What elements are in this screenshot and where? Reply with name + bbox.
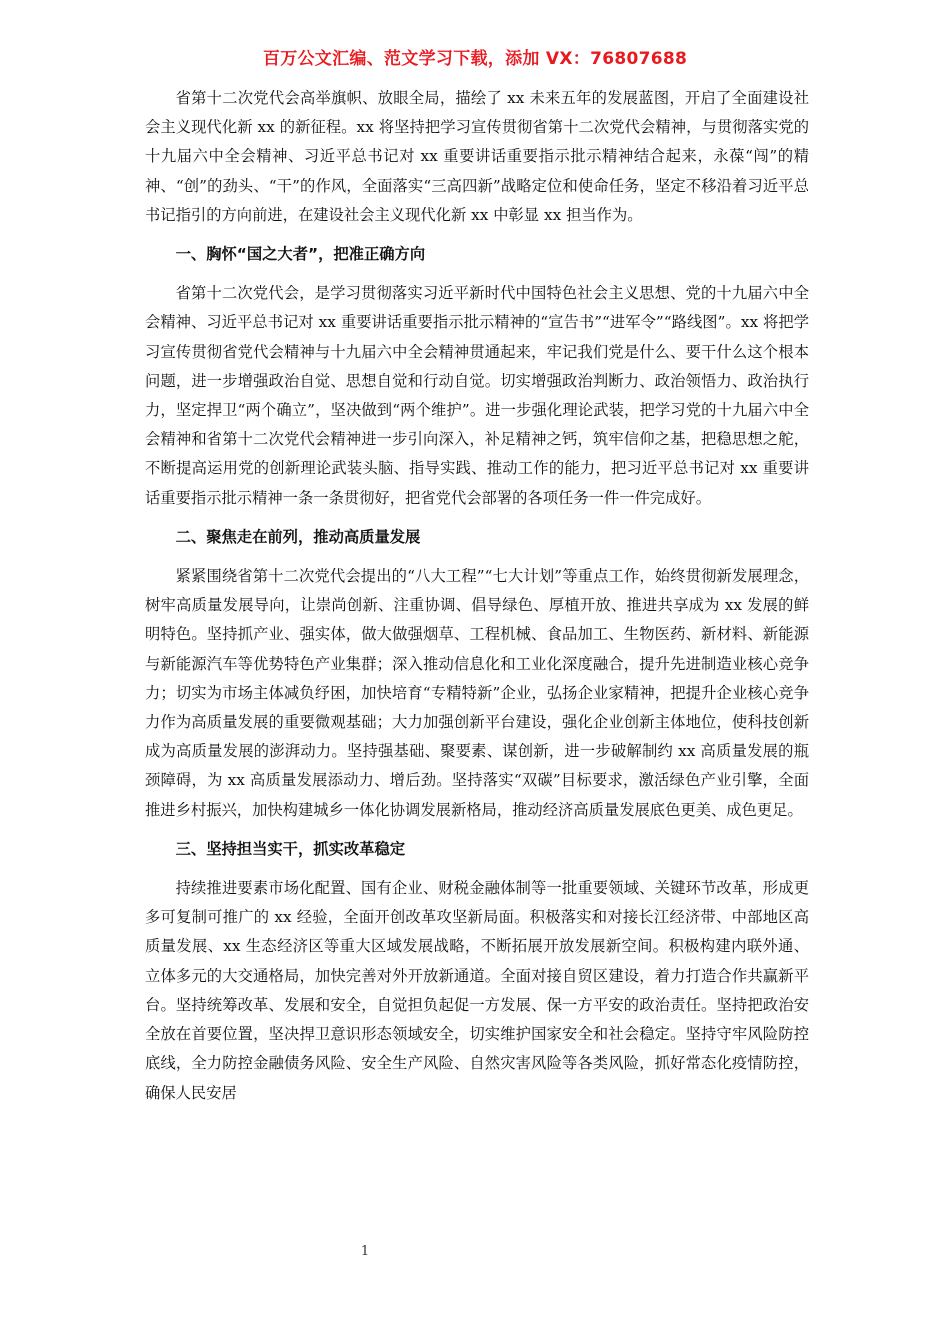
section-heading-3: 三、坚持担当实干，抓实改革稳定 [175, 839, 406, 858]
intro-paragraph: 省第十二次党代会高举旗帜、放眼全局，描绘了 xx 未来五年的发展蓝图，开启了全面建设社会主义现代化新 xx 的新征程。xx 将坚持把学习宣传贯彻省第十二次党代会精神，与贯彻落实党的十九届六中全会精神、习近平总书记对 xx 重要讲话重要指示批示精神结合起来，永葆“闯”的精神、“创”的劲头、“干”的作风，全面落实“三高四新”战略定位和使命任务，坚定不移沿着习近平总书记指引的方向前进，在建设社会主义现代化新 xx 中彰显 xx 担当作为。 [145, 89, 809, 224]
section-body-1: 省第十二次党代会，是学习贯彻落实习近平新时代中国特色社会主义思想、党的十九届六中全会精神、习近平总书记对 xx 重要讲话重要指示批示精神的“宣告书”“进军令”“路线图”。xx 将把学习宣传贯彻省党代会精神与十九届六中全会精神贯通起来，牢记我们党是什么、要干什么这个根本问题，进一步增强政治自觉、思想自觉和行动自觉。切实增强政治判断力、政治领悟力、政治执行力，坚定捍卫“两个确立”，坚决做到“两个维护”。进一步强化理论武装，把学习党的十九届六中全会精神和省第十二次党代会精神进一步引向深入，补足精神之钙，筑牢信仰之基，把稳思想之舵，不断提高运用党的创新理论武装头脑、指导实践、推动工作的能力，把习近平总书记对 xx 重要讲话重要指示批示精神一条一条贯彻好，把省党代会部署的各项任务一件一件完成好。 [145, 284, 809, 507]
section-body-3: 持续推进要素市场化配置、国有企业、财税金融体制等一批重要领域、关键环节改革，形成更多可复制可推广的 xx 经验，全面开创改革攻坚新局面。积极落实和对接长江经济带、中部地区高质量发展、xx 生态经济区等重大区域发展战略，不断拓展开放发展新空间。积极构建内联外通、立体多元的大交通格局，加快完善对外开放新通道。全面对接自贸区建设，着力打造合作共赢新平台。坚持统筹改革、发展和安全，自觉担负起促一方发展、保一方平安的政治责任。坚持把政治安全放在首要位置，坚决捍卫意识形态领域安全，切实维护国家安全和社会稳定。坚持守牢风险防控底线，全力防控金融债务风险、安全生产风险、自然灾害风险等各类风险，抓好常态化疫情防控，确保人民安居 [145, 879, 809, 1102]
section-body-2: 紧紧围绕省第十二次党代会提出的“八大工程”“七大计划”等重点工作，始终贯彻新发展理念，树牢高质量发展导向，让崇尚创新、注重协调、倡导绿色、厚植开放、推进共享成为 xx 发展的鲜明特色。坚持抓产业、强实体，做大做强烟草、工程机械、食品加工、生物医药、新材料、新能源与新能源汽车等优势特色产业集群；深入推动信息化和工业化深度融合，提升先进制造业核心竞争力；切实为市场主体减负纾困，加快培育“专精特新”企业，弘扬企业家精神，把提升企业核心竞争力作为高质量发展的重要微观基础；大力加强创新平台建设，强化企业创新主体地位，使科技创新成为高质量发展的澎湃动力。坚持强基础、聚要素、谋创新，进一步破解制约 xx 高质量发展的瓶颈障碍，为 xx 高质量发展添动力、增后劲。坚持落实“双碳”目标要求，激活绿色产业引擎，全面推进乡村振兴，加快构建城乡一体化协调发展新格局，推动经济高质量发展底色更美、成色更足。 [145, 567, 809, 819]
page-number: 1 [360, 1244, 370, 1259]
section-heading-2: 二、聚焦走在前列，推动高质量发展 [175, 527, 421, 546]
watermark-banner: 百万公文汇编、范文学习下载，添加 VX：76807688 [262, 49, 688, 69]
section-heading-1: 一、胸怀“国之大者”，把准正确方向 [175, 245, 426, 264]
document-body [145, 84, 809, 1108]
